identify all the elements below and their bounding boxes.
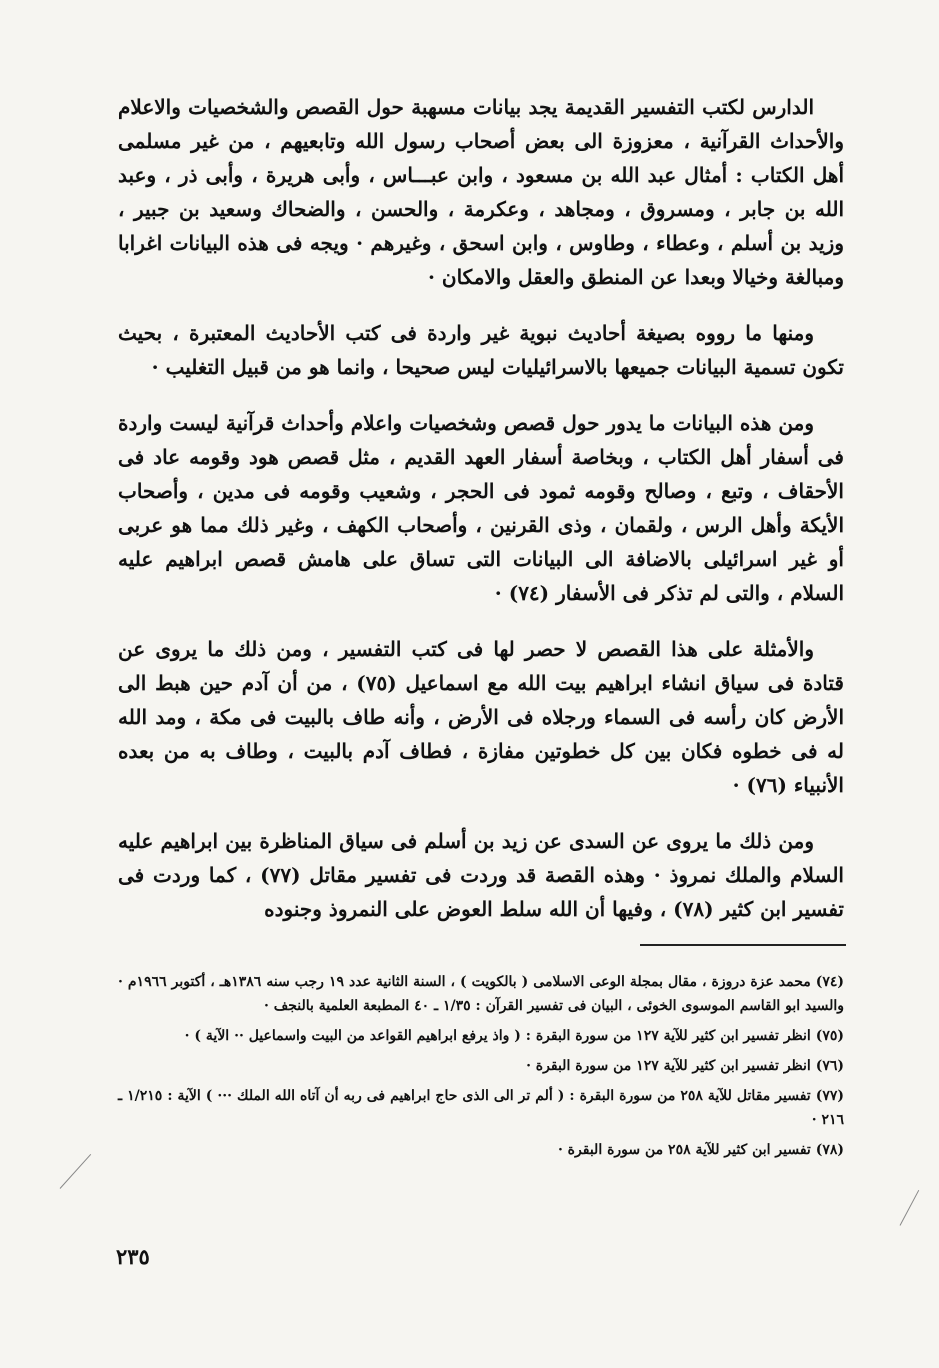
footnote-separator [640,944,846,946]
footnote-78: (٧٨) تفسير ابن كثير للآية ٢٥٨ من سورة البقرة · [557,1142,844,1158]
page-number: ٢٣٥ [116,1244,150,1269]
footnote-74: (٧٤) محمد عزة دروزة ، مقال بمجلة الوعى الاسلامى ( بالكويت ) ، السنة الثانية عدد ١٩ رجب سنه ١٣٨٦هـ ، أكتوبر ١٩٦٦م · والسيد ابو القاسم الموسوى الخوئى ، البيان فى تفسير القرآن : ١/٣٥ ـ ٤٠ المطبعة العلمية بالنجف · [118,974,845,1014]
footnote-76: (٧٦) انظر تفسير ابن كثير للآية ١٢٧ من سورة البقرة · [526,1058,844,1074]
main-text [118,90,844,948]
scan-mark [60,1154,92,1189]
footnote-75: (٧٥) انظر تفسير ابن كثير للآية ١٢٧ من سورة البقرة : ( واذ يرفع ابراهيم القواعد من البيت واسماعيل ·· الآية ) · [184,1028,844,1044]
footnote-77: (٧٧) تفسير مقاتل للآية ٢٥٨ من سورة البقرة : ( ألم تر الى الذى حاج ابراهيم فى ربه أن آتاه الله الملك ··· ) الآية : ١/٢١٥ ـ ٢١٦ · [118,1088,845,1128]
paragraph-5: ومن ذلك ما يروى عن السدى عن زيد بن أسلم فى سياق المناظرة بين ابراهيم عليه السلام والملك نمروذ · وهذه القصة قد وردت فى تفسير مقاتل (٧٧) ، كما وردت فى تفسير ابن كثير (٧٨) ، وفيها أن الله سلط العوض على النمروذ وجنوده [118,829,844,921]
scan-mark [900,1190,920,1226]
paragraph-2: ومنها ما رووه بصيغة أحاديث نبوية غير واردة فى كتب الأحاديث المعتبرة ، بحيث تكون تسمية البيانات جميعها بالاسرائيليات ليس صحيحا ، وانما هو من قبيل التغليب · [118,321,844,379]
paragraph-3: ومن هذه البيانات ما يدور حول قصص وشخصيات واعلام وأحداث قرآنية ليست واردة فى أسفار أهل الكتاب ، وبخاصة أسفار العهد القديم ، مثل قصص هود وقومه عاد فى الأحقاف ، وتبع ، وصالح وقومه ثمود فى الحجر ، وشعيب وقومه فى مدين ، وأصحاب الأيكة وأهل الرس ، ولقمان ، وذى القرنين ، وأصحاب الكهف ، وغير ذلك مما هو عربى أو غير اسرائيلى بالاضافة الى البيانات التى تساق على هامش قصص ابراهيم عليه السلام ، والتى لم تذكر فى الأسفار (٧٤) · [118,411,844,605]
paragraph-4: والأمثلة على هذا القصص لا حصر لها فى كتب التفسير ، ومن ذلك ما يروى عن قتادة فى سياق انشاء ابراهيم بيت الله مع اسماعيل (٧٥) ، من أن آدم حين هبط الى الأرض كان رأسه فى السماء ورجلاه فى الأرض ، وأنه طاف بالبيت فى مكة ، ومد الله له فى خطوه فكان بين كل خطوتين مفازة ، فطاف آدم بالبيت ، وطاف به من بعده الأنبياء (٧٦) · [118,637,844,797]
footnotes [118,970,844,1168]
paragraph-1: الدارس لكتب التفسير القديمة يجد بيانات مسهبة حول القصص والشخصيات والاعلام والأحداث القرآنية ، معزوزة الى بعض أصحاب رسول الله وتابعيهم ، من غير مسلمى أهل الكتاب : أمثال عبد الله بن مسعود ، وابن عبـــاس ، وأبى هريرة ، وأبى ذر ، وعبد الله بن جابر ، ومسروق ، ومجاهد ، وعكرمة ، والحسن ، والضحاك وسعيد بن جبير ، وزيد بن أسلم ، وعطاء ، وطاوس ، وابن اسحق ، وغيرهم · ويجه فى هذه البيانات اغرابا ومبالغة وخيالا وبعدا عن المنطق والعقل والامكان · [118,95,845,289]
